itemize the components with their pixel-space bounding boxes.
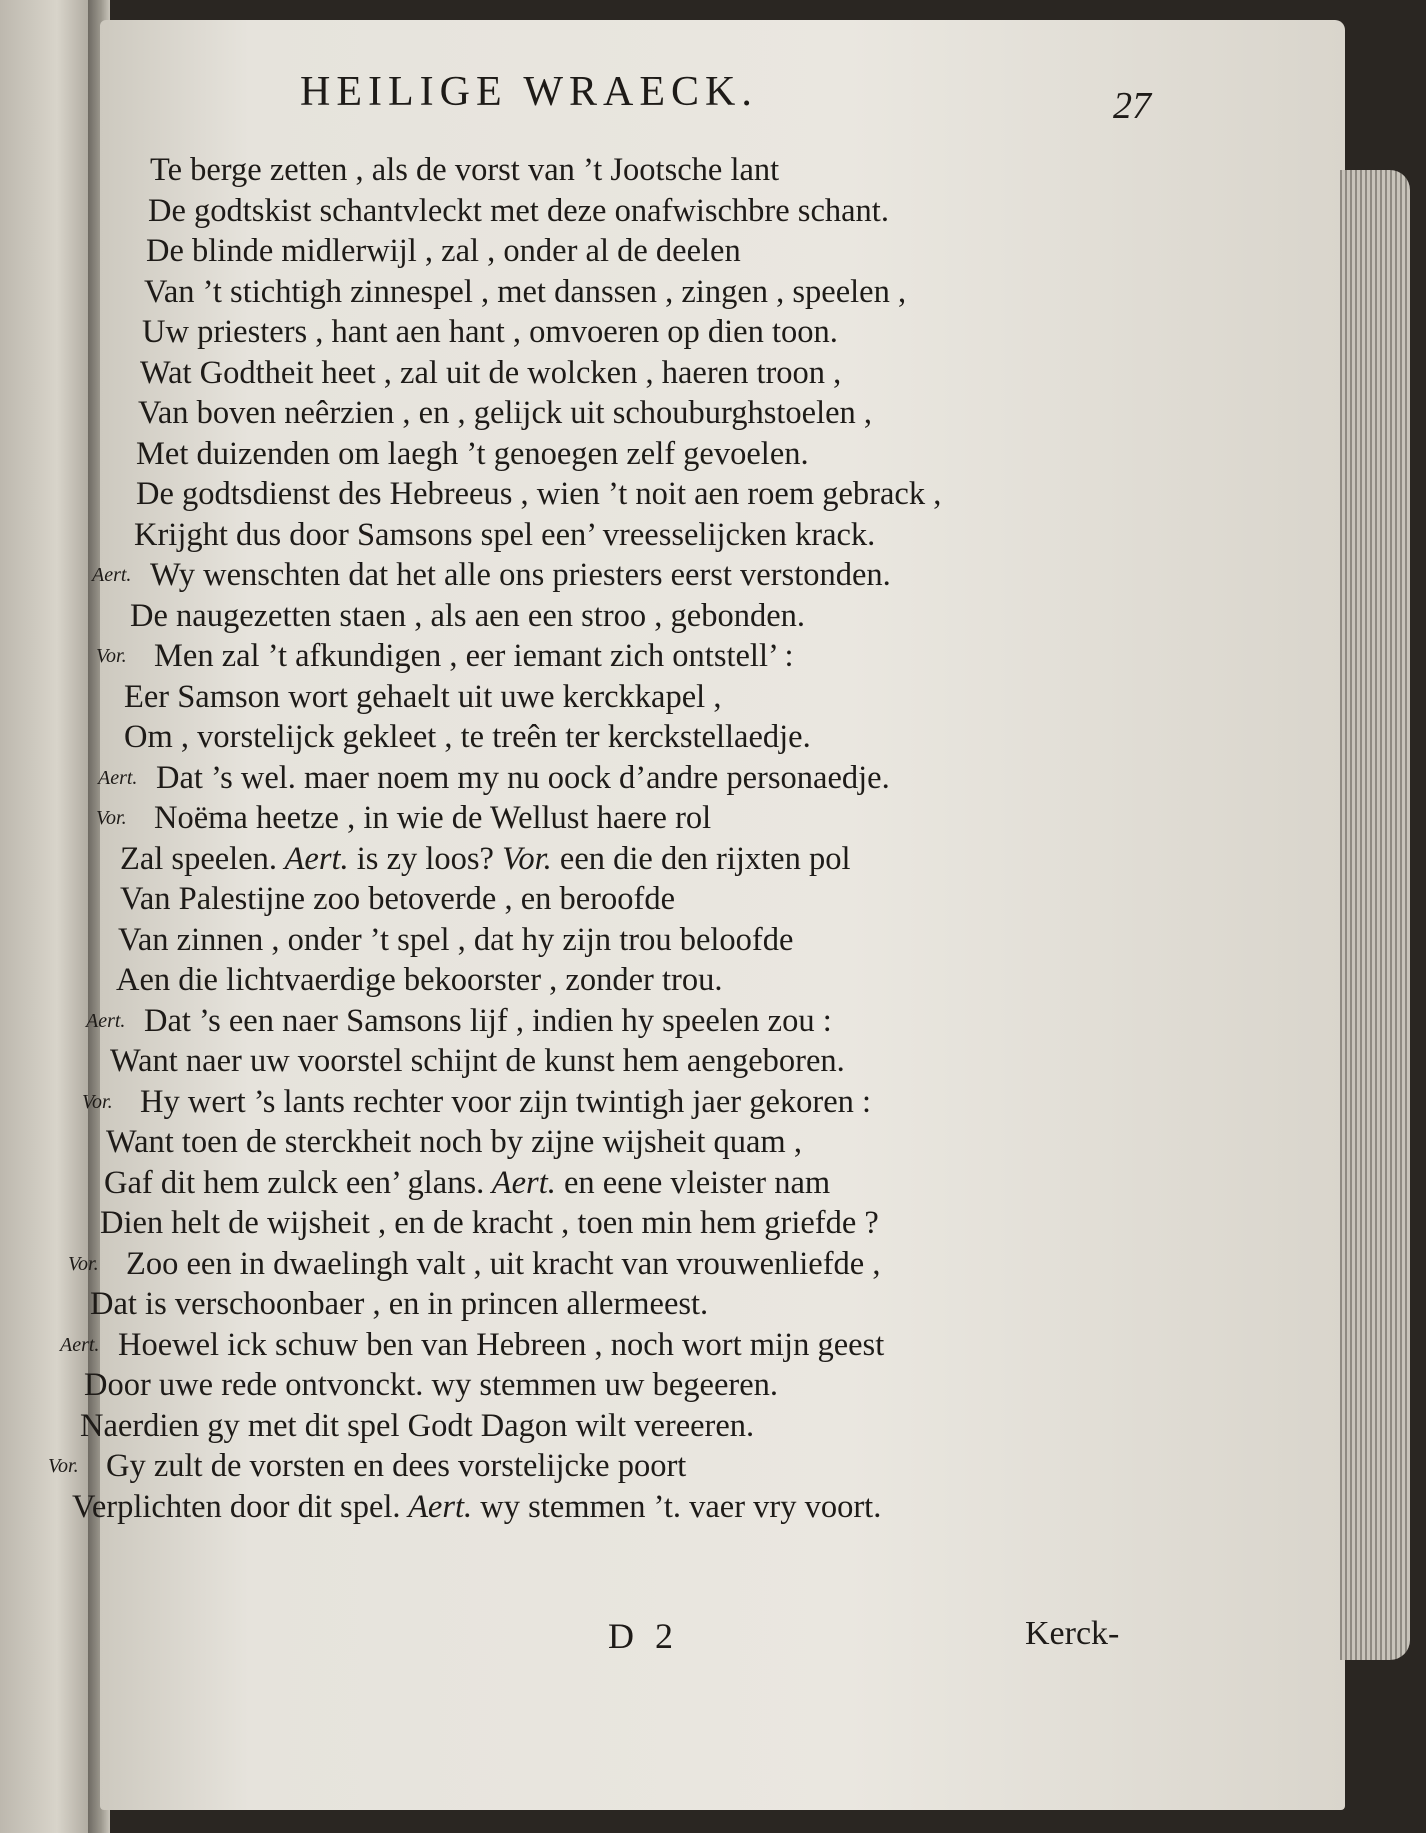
verse-text-segment: De blinde midlerwijl , zal , onder al de deelen: [146, 233, 741, 269]
verse-text-segment: een die den rijxten pol: [559, 840, 851, 877]
signature-mark: D 2: [608, 1616, 679, 1656]
verse-text-segment: Want naer uw voorstel schijnt de kunst hem aengeboren.: [110, 1043, 845, 1079]
verse-text-segment: Van ’t stichtigh zinnespel , met danssen , zingen , speelen ,: [144, 273, 907, 310]
verse-text-segment: De godtskist schantvleckt met deze onafwischbre schant.: [148, 192, 889, 229]
speaker-label: Vor.: [96, 807, 127, 829]
verse-line: [84, 1365, 1160, 1406]
speaker-label: Aert.: [92, 564, 132, 586]
facing-page-edge: [0, 0, 95, 1833]
verse-text-segment: Met duizenden om laegh ’t genoegen zelf gevoelen.: [136, 435, 809, 472]
verse-line: [146, 231, 1160, 272]
verse-line: [82, 1082, 1160, 1123]
verse-text-segment: is zy loos?: [356, 840, 494, 877]
verse-text-segment: Om , vorstelijck gekleet , te treên ter kerckstellaedje.: [124, 719, 811, 755]
verse-text-segment: Wy wenschten dat het alle ons priesters eerst verstonden.: [150, 557, 891, 593]
verse-line: [68, 1244, 1160, 1285]
speaker-label: Aert.: [60, 1333, 100, 1356]
speaker-label: Aert.: [484, 1164, 564, 1201]
verse-line: [148, 191, 1160, 232]
catchword: Kerck-: [1025, 1615, 1120, 1652]
verse-line: [134, 515, 1160, 556]
verse-line: [98, 758, 1160, 799]
verse-line: [48, 1446, 1160, 1487]
verse-text-segment: De godtsdienst des Hebreeus , wien ’t noit aen roem gebrack ,: [136, 476, 942, 512]
verse-text-segment: Men zal ’t afkundigen , eer iemant zich ontstell’ :: [154, 638, 794, 674]
verse-line: [110, 1041, 1160, 1082]
speaker-label: Vor.: [82, 1090, 113, 1113]
verse-line: [136, 474, 1160, 515]
verse-line: [120, 839, 1160, 880]
verse-text-segment: Krijght dus door Samsons spel een’ vreesselijcken krack.: [134, 516, 876, 553]
verse-text-segment: Van zinnen , onder ’t spel , dat hy zijn trou beloofde: [118, 921, 794, 958]
verse-text-segment: Dien helt de wijsheit , en de kracht , toen min hem griefde ?: [100, 1205, 879, 1241]
verse-text-segment: Dat is verschoonbaer , en in princen allermeest.: [90, 1286, 709, 1322]
verse-text-segment: Verplichten door dit spel.: [72, 1488, 401, 1525]
speaker-label: Vor.: [68, 1252, 99, 1275]
verse-text-segment: Hy wert ’s lants rechter voor zijn twintigh jaer gekoren :: [140, 1083, 872, 1120]
verse-line: [80, 1406, 1160, 1447]
verse-line: [120, 879, 1160, 920]
speaker-label: Vor.: [96, 645, 127, 667]
verse-text-segment: Zal speelen.: [120, 840, 278, 877]
verse-text-segment: Van Palestijne zoo betoverde , en beroofde: [120, 881, 676, 917]
verse-line: [150, 150, 1160, 191]
verse-line: [124, 717, 1160, 758]
verse-text-segment: Van boven neêrzien , en , gelijck uit schouburghstoelen ,: [138, 395, 873, 431]
verse-line: [96, 798, 1160, 839]
verse-line: [118, 920, 1160, 961]
verse-text-segment: wy stemmen ’t. vaer vry voort.: [480, 1488, 882, 1525]
speaker-label: Vor.: [493, 840, 560, 877]
verse-text-segment: Dat ’s wel. maer noem my nu oock d’andre personaedje.: [156, 759, 890, 796]
verse-text-segment: Eer Samson wort gehaelt uit uwe kerckkapel ,: [124, 678, 722, 715]
verse-line: [86, 1001, 1160, 1042]
verse-text: [48, 150, 1160, 1527]
verse-text-segment: Door uwe rede ontvonckt. wy stemmen uw begeeren.: [84, 1367, 779, 1403]
verse-line: [116, 960, 1160, 1001]
verse-text-segment: Wat Godtheit heet , zal uit de wolcken , haeren troon ,: [140, 354, 842, 391]
page-number: 27: [1113, 85, 1151, 127]
verse-line: [136, 434, 1160, 475]
verse-line: [130, 596, 1160, 637]
running-head: HEILIGE WRAECK.: [300, 69, 758, 115]
verse-text-segment: Te berge zetten , als de vorst van ’t Jootsche lant: [150, 152, 780, 188]
verse-text-segment: Want toen de sterckheit noch by zijne wijsheit quam ,: [106, 1124, 802, 1160]
verse-line: [60, 1325, 1160, 1366]
verse-line: [138, 393, 1160, 434]
verse-text-segment: De naugezetten staen , als aen een stroo , gebonden.: [130, 597, 806, 634]
verse-line: [92, 555, 1160, 596]
verse-text-segment: Gy zult de vorsten en dees vorstelijcke poort: [106, 1448, 687, 1484]
verse-text-segment: en eene vleister nam: [563, 1164, 831, 1201]
verse-text-segment: Aen die lichtvaerdige bekoorster , zonder trou.: [116, 962, 723, 998]
speaker-label: Aert.: [400, 1488, 481, 1525]
verse-line: [140, 353, 1160, 394]
verse-line: [106, 1122, 1160, 1163]
verse-line: [104, 1163, 1160, 1204]
verse-text-segment: Hoewel ick schuw ben van Hebreen , noch wort mijn geest: [118, 1326, 885, 1363]
verse-text-segment: Noëma heetze , in wie de Wellust haere rol: [154, 800, 712, 836]
speaker-label: Aert.: [98, 766, 138, 789]
verse-line: [144, 272, 1160, 313]
verse-text-segment: Naerdien gy met dit spel Godt Dagon wilt vereeren.: [80, 1407, 755, 1444]
verse-line: [72, 1487, 1160, 1528]
verse-line: [100, 1203, 1160, 1244]
page-edges: [1340, 170, 1410, 1660]
verse-text-segment: Zoo een in dwaelingh valt , uit kracht van vrouwenliefde ,: [126, 1245, 881, 1282]
verse-line: [90, 1284, 1160, 1325]
verse-line: [124, 677, 1160, 718]
verse-text-segment: Gaf dit hem zulck een’ glans.: [104, 1164, 485, 1201]
verse-line: [96, 636, 1160, 677]
speaker-label: Vor.: [48, 1455, 79, 1477]
verse-text-segment: Uw priesters , hant aen hant , omvoeren op dien toon.: [142, 314, 838, 350]
verse-text-segment: Dat ’s een naer Samsons lijf , indien hy speelen zou :: [144, 1002, 832, 1039]
speaker-label: Aert.: [277, 840, 357, 877]
speaker-label: Aert.: [86, 1009, 126, 1032]
verse-line: [142, 312, 1160, 353]
